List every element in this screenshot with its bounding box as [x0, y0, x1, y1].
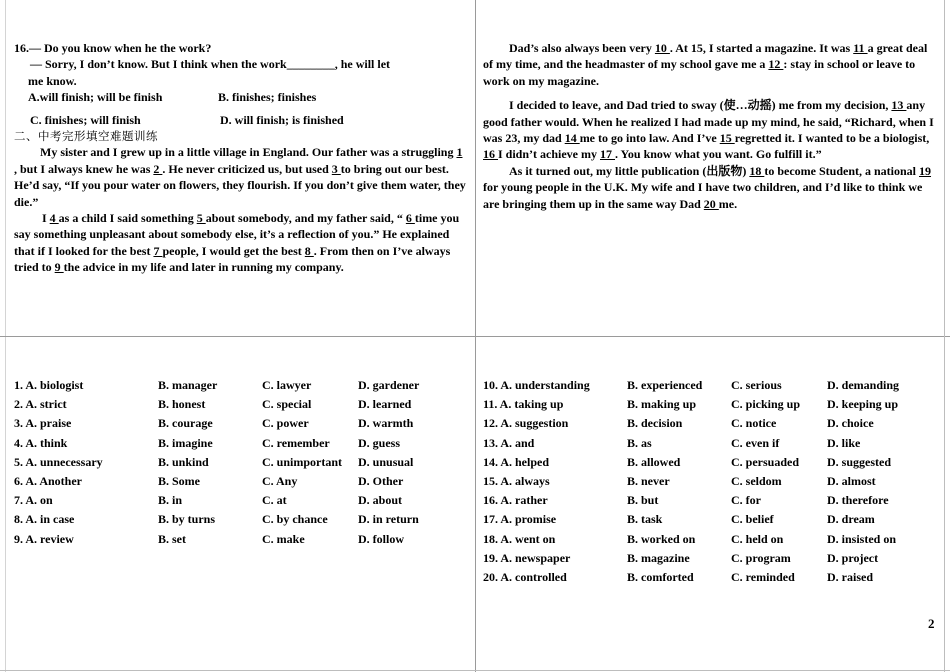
blank-number: 11 [853, 41, 868, 55]
blank-number: 16 [483, 147, 498, 162]
option-c: C. picking up [731, 397, 801, 412]
option-a: 2. A. strict [14, 397, 67, 412]
option-a: 15. A. always [483, 474, 550, 489]
option-c: C. lawyer [262, 378, 312, 392]
option-d: D. keeping up [827, 397, 899, 412]
passage-text: time you say something unpleasant about somebody else, it’s a reflection of you.” He explained that if I looked for the best [14, 211, 460, 258]
option-d: D. learned [358, 397, 412, 412]
passage-text: me to go into law. And I’ve [579, 131, 720, 146]
passage-text: I decided to leave, and Dad tried to sway (使…动摇) me from my decision, [509, 98, 892, 113]
passage-text: , but I always knew he was [14, 161, 154, 176]
option-a: 14. A. helped [483, 454, 550, 469]
option-d: D. almost [827, 474, 876, 489]
option-b: B. manager [158, 378, 218, 392]
option-a: 8. A. in case [14, 512, 75, 527]
option-a: 16. A. rather [483, 493, 548, 508]
passage-text: me. [718, 196, 738, 211]
option-a: 6. A. Another [14, 474, 83, 489]
option-row [14, 376, 458, 395]
passage-text: My sister and I grew up in a little village in England. Our father was a struggling [40, 145, 457, 160]
passage-text: I didn’t achieve my [498, 147, 600, 162]
blank-number: 17 [600, 147, 615, 162]
option-c: C. unimportant [262, 454, 343, 469]
option-c: C. held on [731, 531, 784, 546]
option-b: B. unkind [158, 454, 209, 469]
option-a: 13. A. and [483, 435, 535, 450]
option-b: B. magazine [627, 550, 690, 565]
option-d: D. like [827, 435, 861, 450]
option-a: 1. A. biologist [14, 378, 84, 392]
section-heading: 二、中考完形填空难题训练 [14, 129, 158, 144]
option-c: C. at [262, 493, 287, 508]
q16-option-d: D. will finish; is finished [220, 112, 344, 127]
passage-text: Dad’s also always been very [509, 41, 655, 55]
passage-text: to become Student, a national [764, 163, 920, 178]
option-row [483, 453, 927, 472]
options-list-left [14, 376, 458, 549]
passage-text: about somebody, and my father said, “ [205, 211, 406, 226]
blank-number: 14 [564, 131, 580, 146]
option-a: 9. A. review [14, 531, 74, 546]
option-b: B. never [627, 474, 670, 489]
option-d: D. warmth [358, 416, 414, 431]
blank-number: 20 [703, 196, 719, 211]
option-row [14, 434, 458, 453]
blank-number: 19 [919, 163, 932, 178]
option-row [483, 510, 927, 529]
passage-text: the advice in my life and later in running my company. [63, 260, 344, 275]
q16-options-row-2 [14, 112, 466, 128]
option-c: C. special [262, 397, 312, 412]
option-b: B. making up [627, 397, 697, 412]
option-c: C. remember [262, 435, 330, 450]
option-d: D. gardener [358, 378, 420, 392]
option-c: C. even if [731, 435, 780, 450]
blank-number: 3 [331, 161, 341, 176]
option-a: 20. A. controlled [483, 570, 567, 585]
option-c: C. Any [262, 474, 298, 489]
option-b: B. as [627, 435, 652, 450]
option-a: 3. A. praise [14, 416, 72, 431]
blank-number: 15 [719, 131, 735, 146]
passage-text: As it turned out, my little publication (出版物) [509, 163, 750, 178]
passage-paragraph-1 [14, 144, 466, 210]
passage-text: . He never criticized us, but used [162, 161, 332, 176]
option-d: D. suggested [827, 454, 892, 469]
blank-number: 18 [749, 163, 765, 178]
blank-number: 12 [768, 57, 784, 72]
option-b: B. worked on [627, 531, 696, 546]
option-b: B. imagine [158, 435, 213, 450]
option-row [483, 568, 927, 587]
option-a: 19. A. newspaper [483, 550, 571, 565]
option-row [14, 530, 458, 549]
option-c: C. program [731, 550, 791, 565]
option-a: 10. A. understanding [483, 378, 590, 392]
option-d: D. demanding [827, 378, 900, 392]
option-row [483, 395, 927, 414]
option-c: C. serious [731, 378, 782, 392]
passage-paragraph-3 [483, 40, 935, 89]
q16-response: — Sorry, I don’t know. But I think when the work________, he will let [30, 57, 391, 72]
option-a: 5. A. unnecessary [14, 454, 103, 469]
page-number: 2 [928, 616, 935, 631]
option-b: B. honest [158, 397, 206, 412]
option-b: B. but [627, 493, 659, 508]
option-a: 18. A. went on [483, 531, 556, 546]
q16-option-c: C. finishes; will finish [30, 112, 141, 127]
option-d: D. insisted on [827, 531, 897, 546]
option-c: C. seldom [731, 474, 782, 489]
option-row [483, 530, 927, 549]
passage-text: . From then on I’ve always tried to [14, 243, 451, 275]
passage-text: . You know what you want. Go fulfill it.” [615, 147, 822, 162]
option-row [483, 472, 927, 491]
option-d: D. raised [827, 570, 873, 585]
blank-number: 1 [456, 145, 463, 160]
option-b: B. courage [158, 416, 213, 431]
top-left-passage [14, 40, 466, 276]
passage-paragraph-2 [14, 210, 466, 276]
option-a: 4. A. think [14, 435, 68, 450]
option-d: D. dream [827, 512, 875, 527]
option-c: C. notice [731, 416, 777, 431]
option-c: C. make [262, 531, 305, 546]
page-edge-right [944, 0, 945, 672]
top-right-passage [483, 40, 935, 212]
option-row [483, 376, 927, 395]
option-d: D. unusual [358, 454, 414, 469]
passage-text: : stay in school or leave to work on my magazine. [483, 57, 916, 88]
q16-options-row-1 [14, 89, 466, 105]
option-c: C. power [262, 416, 309, 431]
q16-stem: 16.— Do you know when he the work? [14, 41, 212, 55]
option-c: C. for [731, 493, 761, 508]
blank-number: 8 [304, 243, 314, 258]
option-d: D. Other [358, 474, 404, 489]
option-row [14, 472, 458, 491]
blank-number: 7 [153, 243, 163, 258]
option-row [14, 510, 458, 529]
option-a: 12. A. suggestion [483, 416, 569, 431]
row-divider [0, 336, 950, 337]
option-row [483, 491, 927, 510]
option-c: C. belief [731, 512, 774, 527]
q16-response-cont: me know. [28, 73, 77, 88]
option-b: B. set [158, 531, 186, 546]
option-c: C. by chance [262, 512, 328, 527]
option-a: 17. A. promise [483, 512, 557, 527]
option-row [14, 453, 458, 472]
option-b: B. comforted [627, 570, 694, 585]
option-b: B. by turns [158, 512, 216, 527]
option-row [483, 434, 927, 453]
option-row [14, 395, 458, 414]
blank-number: 10 [654, 41, 670, 55]
page-edge-bottom [0, 670, 950, 671]
option-d: D. choice [827, 416, 874, 431]
blank-number: 6 [405, 211, 415, 226]
option-d: D. project [827, 550, 879, 565]
blank-number: 13 [891, 98, 907, 113]
option-a: 7. A. on [14, 493, 53, 508]
option-b: B. allowed [627, 454, 681, 469]
option-row [483, 414, 927, 433]
blank-number: 2 [153, 161, 163, 176]
option-a: 11. A. taking up [483, 397, 564, 412]
q16-option-a: A.will finish; will be finish [28, 90, 163, 105]
passage-text: I [42, 211, 50, 226]
options-list-right [483, 376, 927, 587]
blank-number: 4 [49, 211, 59, 226]
passage-text: any good father would. When he realized I had made up my mind, he said, “Richard, when I was 23, my dad [483, 98, 934, 146]
option-d: D. therefore [827, 493, 889, 508]
passage-paragraph-5 [483, 163, 935, 212]
passage-text: . At 15, I started a magazine. It was [669, 41, 854, 55]
passage-text: people, I would get the best [162, 243, 305, 258]
option-b: B. task [627, 512, 663, 527]
option-d: D. follow [358, 531, 404, 546]
option-b: B. decision [627, 416, 683, 431]
option-row [14, 491, 458, 510]
blank-number: 9 [54, 260, 64, 275]
option-d: D. in return [358, 512, 419, 527]
passage-text: to bring out our best. He’d say, “If you pour water on flowers, they flourish. If you don’t give them water, they die.” [14, 161, 466, 209]
passage-paragraph-4 [483, 97, 935, 163]
option-row [483, 549, 927, 568]
passage-text: regretted it. I wanted to be a biologist, [734, 131, 930, 146]
option-d: D. about [358, 493, 403, 508]
passage-text: a great deal of my time, and the headmaster of my school gave me a [483, 41, 928, 72]
option-row [14, 414, 458, 433]
option-b: B. experienced [627, 378, 703, 392]
q16-option-b: B. finishes; finishes [218, 90, 317, 105]
option-b: B. Some [158, 474, 200, 489]
option-b: B. in [158, 493, 183, 508]
blank-number: 5 [196, 211, 206, 226]
option-c: C. reminded [731, 570, 795, 585]
passage-text: for young people in the U.K. My wife and I have two children, and I’d like to think we are bringing them up in the same way Dad [483, 180, 923, 211]
option-c: C. persuaded [731, 454, 800, 469]
option-d: D. guess [358, 435, 401, 450]
passage-text: as a child I said something [58, 211, 197, 226]
